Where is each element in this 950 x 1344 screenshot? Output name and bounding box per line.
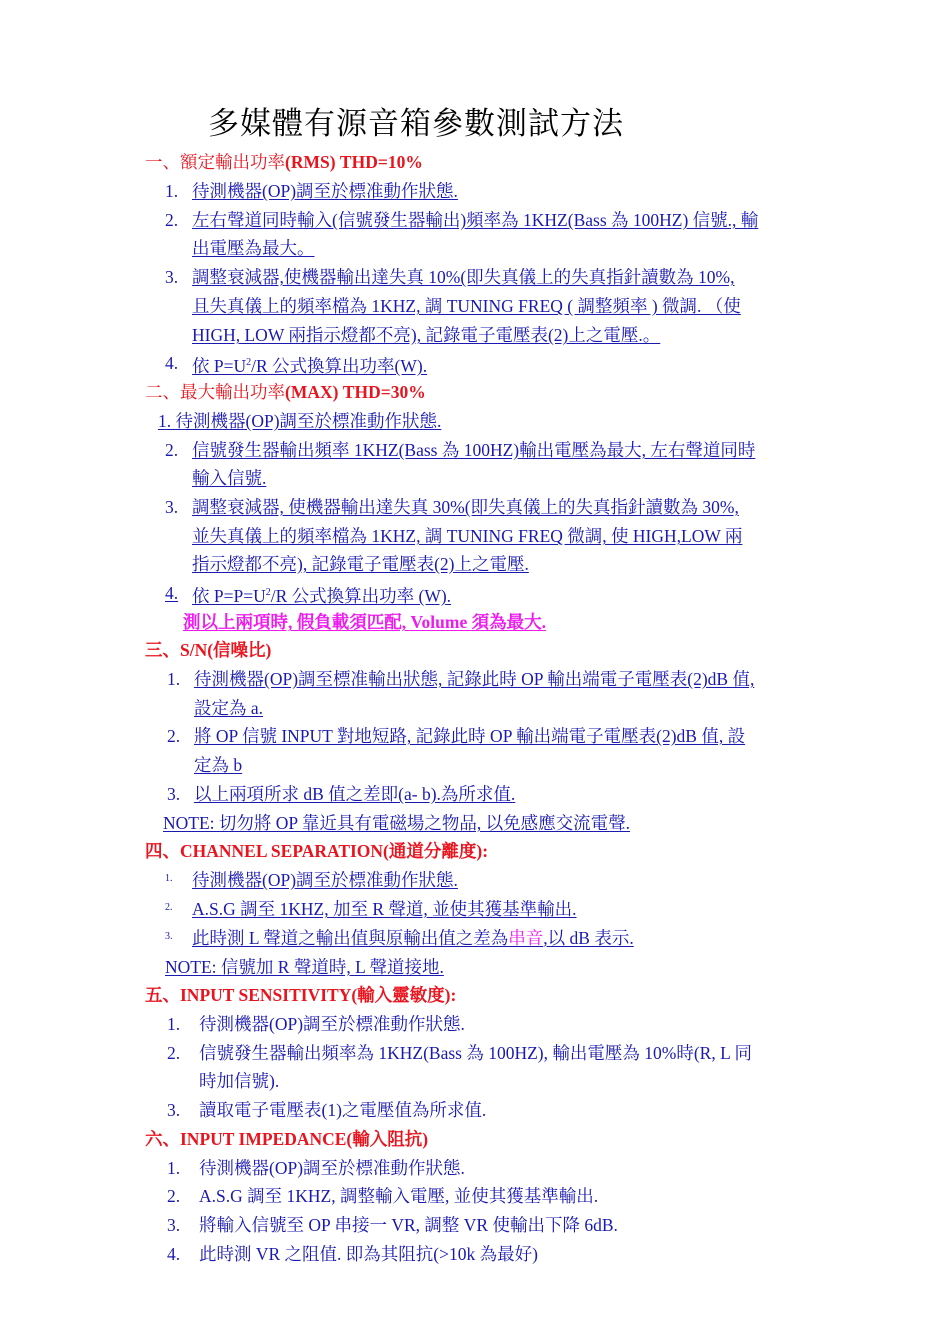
list-item-cont: 時加信號). — [199, 1071, 280, 1091]
list-item: 待測機器(OP)調至標准輸出狀態, 記錄此時 OP 輸出端電子電壓表(2)dB 值, — [194, 669, 755, 689]
list-number: 2. — [165, 210, 179, 230]
formula-pre: 依 P=P=U — [192, 585, 266, 606]
section-5-heading: 五、INPUT SENSITIVITY(輸入靈敏度): — [145, 985, 457, 1005]
list-item: 信號發生器輸出頻率 1KHZ(Bass 為 100HZ)輸出電壓為最大, 左右聲道同時 — [192, 440, 756, 460]
list-item: 將 OP 信號 INPUT 對地短路, 記錄此時 OP 輸出端電子電壓表(2)dB 值, 設 — [194, 726, 746, 746]
list-item: 以上兩項所求 dB 值之差即(a- b).為所求值. — [194, 784, 516, 804]
list-number: 1. — [167, 1014, 181, 1034]
list-number: 1. — [167, 669, 181, 689]
list-number: 3. — [167, 1215, 181, 1235]
section-3-heading: 三、S/N(信噪比) — [145, 640, 272, 660]
list-item-cont: HIGH, LOW 兩指示燈都不亮), 記錄電子電壓表(2)上之電壓.。 — [192, 325, 661, 345]
list-number: 1. — [165, 873, 173, 884]
section-1-heading-en: (RMS) THD=10% — [285, 152, 423, 172]
section-6-heading: 六、INPUT IMPEDANCE(輸入阻抗) — [145, 1129, 429, 1149]
list-number: 3. — [167, 1100, 181, 1120]
list-item: 待測機器(OP)調至於標准動作狀態. — [192, 870, 458, 890]
list-item: 待測機器(OP)調至於標准動作狀態. — [192, 181, 458, 201]
list-number: 2. — [167, 726, 181, 746]
list-item: 待測機器(OP)調至於標准動作狀態. — [199, 1014, 465, 1034]
list-item-cont: 出電壓為最大。 — [192, 238, 315, 258]
item-text-pre: 此時測 L 聲道之輸出值與原輸出值之差為 — [192, 928, 509, 948]
list-number: 3. — [165, 497, 179, 517]
list-number: 4. — [167, 1244, 181, 1264]
list-item: A.S.G 調至 1KHZ, 調整輸入電壓, 並使其獲基準輸出. — [199, 1186, 599, 1206]
list-item-cont: 設定為 a. — [194, 698, 264, 718]
formula-sup: 2 — [246, 357, 252, 368]
list-item — [192, 928, 634, 948]
section-1-heading — [145, 152, 423, 172]
list-number: 2. — [165, 440, 179, 460]
list-number: 3. — [167, 784, 181, 804]
list-item: 調整衰減器,使機器輸出達失真 10%(即失真儀上的失真指針讀數為 10%, — [192, 267, 735, 287]
list-number: 4. — [165, 583, 179, 603]
list-number: 4. — [165, 353, 179, 373]
list-item: 讀取電子電壓表(1)之電壓值為所求值. — [199, 1100, 487, 1120]
list-number: 3. — [165, 931, 173, 942]
list-item-cont: 並失真儀上的頻率檔為 1KHZ, 調 TUNING FREQ 微調, 使 HIGH,LOW 兩 — [192, 526, 743, 546]
formula-post: /R 公式換算出功率 (W). — [270, 585, 452, 606]
formula-post: /R 公式換算出功率(W). — [251, 355, 428, 376]
formula-sup: 2 — [265, 587, 271, 598]
list-item-cont: 且失真儀上的頻率檔為 1KHZ, 調 TUNING FREQ ( 調整頻率 ) 微調. （使 — [192, 296, 741, 316]
section-3-note: NOTE: 切勿將 OP 靠近具有電磁場之物品, 以免感應交流電聲. — [163, 813, 630, 833]
list-item-cont: 輸入信號. — [192, 468, 267, 488]
crosstalk-term: 串音 — [508, 928, 544, 948]
list-item: 信號發生器輸出頻率為 1KHZ(Bass 為 100HZ), 輸出電壓為 10%時(R, L 同 — [199, 1043, 753, 1063]
section-2-heading-en: (MAX) THD=30% — [285, 382, 426, 402]
list-item: A.S.G 調至 1KHZ, 加至 R 聲道, 並使其獲基準輸出. — [192, 899, 577, 919]
list-number: 2. — [167, 1186, 181, 1206]
list-item-cont: 指示燈都不亮), 記錄電子電壓表(2)上之電壓. — [192, 554, 529, 574]
section-2-note: 測以上兩項時, 假負載須匹配, Volume 須為最大. — [183, 612, 546, 632]
section-2-heading — [145, 382, 426, 402]
list-number: 2. — [167, 1043, 181, 1063]
list-item: 1. 待測機器(OP)調至於標准動作狀態. — [158, 411, 442, 431]
page-title: 多媒體有源音箱參數測試方法 — [208, 106, 624, 142]
section-2-heading-cn: 二、最大輸出功率 — [145, 382, 285, 402]
formula-pre: 依 P=U — [192, 355, 247, 376]
section-1-heading-cn: 一、額定輸出功率 — [145, 152, 285, 172]
list-item — [192, 353, 427, 376]
list-number: 2. — [165, 902, 173, 913]
list-item: 調整衰減器, 使機器輸出達失真 30%(即失真儀上的失真指針讀數為 30%, — [192, 497, 739, 517]
list-item: 待測機器(OP)調至於標准動作狀態. — [199, 1158, 465, 1178]
list-number: 1. — [165, 181, 179, 201]
list-item — [192, 583, 451, 606]
list-item: 此時測 VR 之阻值. 即為其阻抗(>10k 為最好) — [199, 1244, 538, 1264]
item-text-post: ,以 dB 表示. — [543, 928, 634, 948]
list-item-cont: 定為 b — [194, 755, 243, 775]
list-number: 1. — [167, 1158, 181, 1178]
section-4-heading: 四、CHANNEL SEPARATION(通道分離度): — [145, 841, 489, 861]
section-4-note: NOTE: 信號加 R 聲道時, L 聲道接地. — [165, 957, 444, 977]
list-item: 左右聲道同時輸入(信號發生器輸出)頻率為 1KHZ(Bass 為 100HZ) 信號., 輸 — [192, 210, 759, 230]
list-item: 將輸入信號至 OP 串接一 VR, 調整 VR 使輸出下降 6dB. — [199, 1215, 618, 1235]
list-number: 3. — [165, 267, 179, 287]
